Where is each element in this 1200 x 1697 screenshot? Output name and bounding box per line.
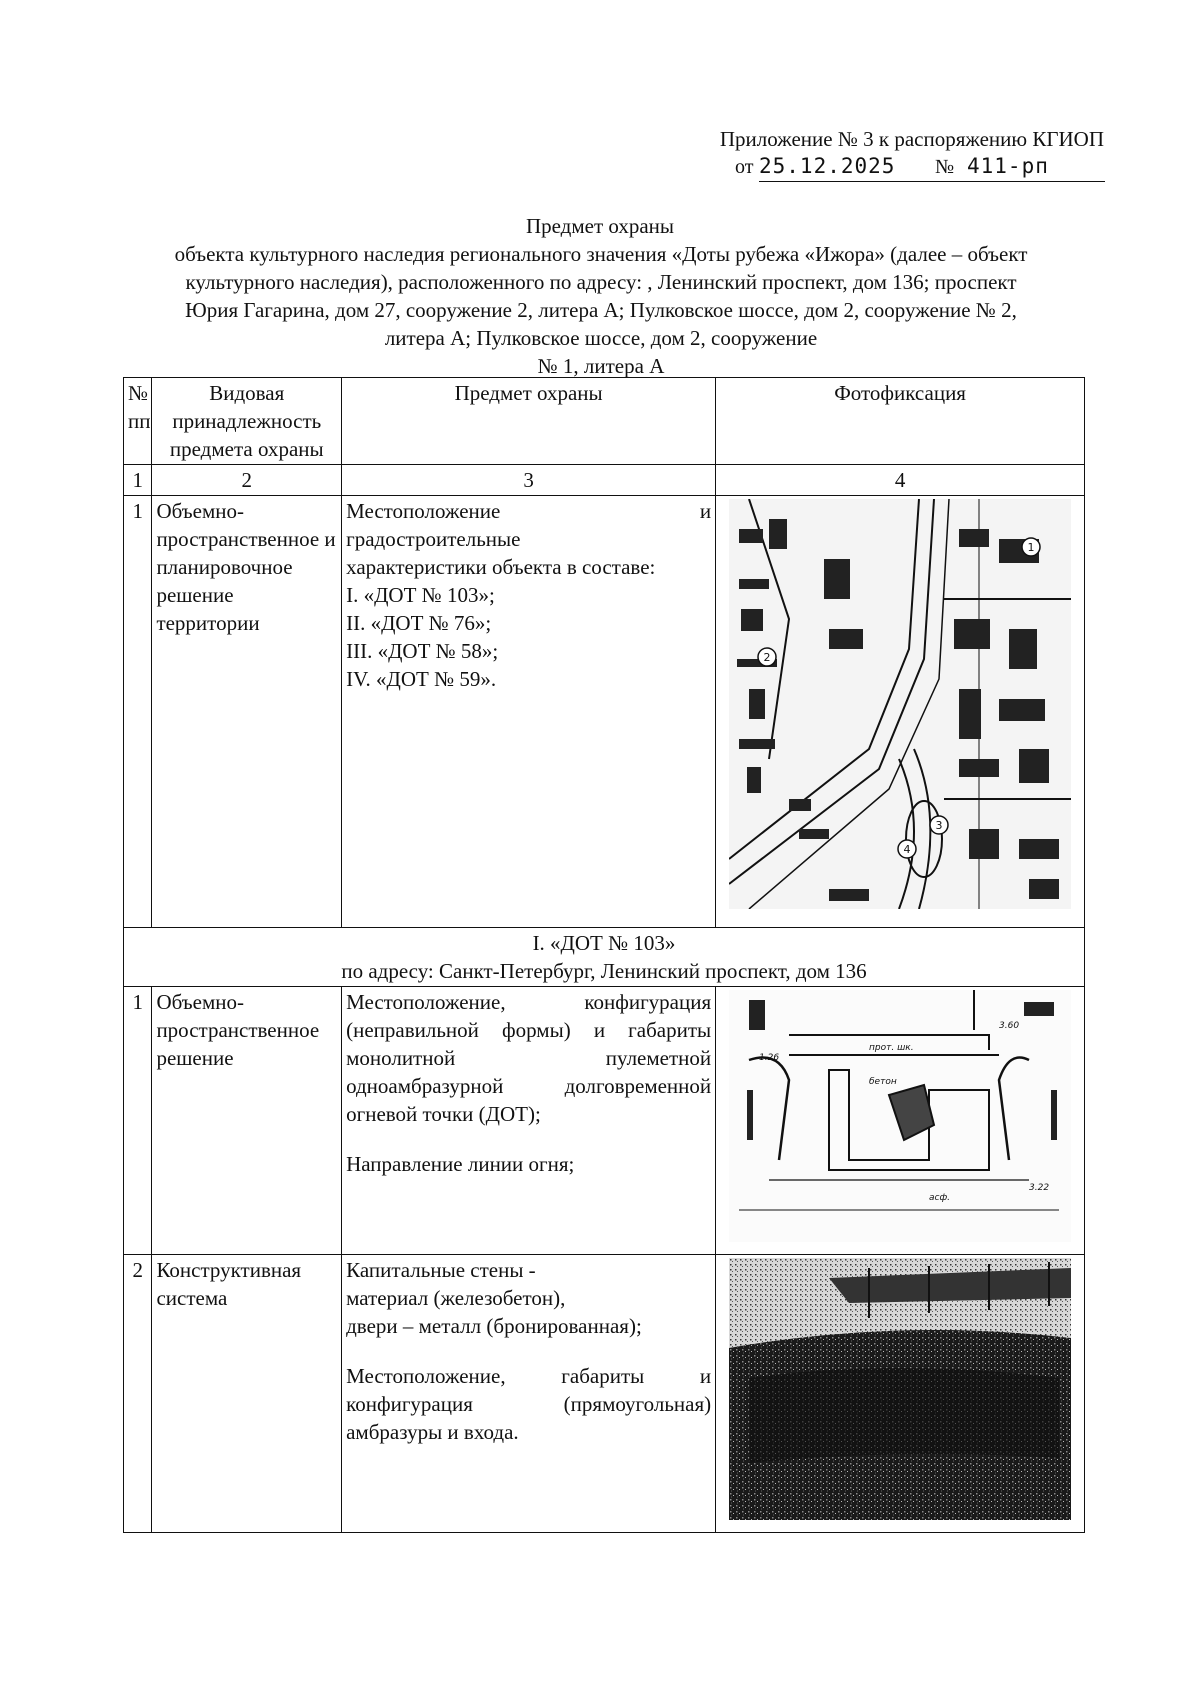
subject-line: Местоположение и (346, 499, 712, 523)
row-number: 1 (124, 987, 152, 1255)
order-prefix: от (735, 156, 754, 178)
appendix-title: Приложение № 3 к распоряжению КГИОП (719, 127, 1104, 151)
row-subject (342, 987, 716, 1255)
subject-line: градостроительные (346, 527, 521, 551)
subject-line: III. «ДОТ № 58»; (346, 639, 499, 663)
row-photo (716, 496, 1085, 928)
col-number: 1 (124, 465, 152, 496)
table-row (124, 987, 1085, 1255)
subject-line: Капитальные стены - (346, 1258, 536, 1282)
subject-line: характеристики объекта в составе: (346, 555, 656, 579)
order-number-label: № (935, 156, 955, 178)
subtitle-line: культурного наследия), расположенного по адресу: , Ленинский проспект, дом 136; проспект (185, 270, 1017, 294)
col-number: 4 (716, 465, 1085, 496)
order-reference (735, 152, 1105, 184)
plan-label: 3.60 (999, 1021, 1020, 1031)
subject-line: II. «ДОТ № 76»; (346, 611, 492, 635)
header-number: № пп (124, 378, 152, 465)
map-marker: 4 (903, 843, 911, 856)
order-date: 25.12.2025 (759, 154, 896, 178)
row-type: Объемно-пространственное и планировочное решение территории (152, 496, 342, 928)
subject-line: IV. «ДОТ № 59». (346, 667, 497, 691)
site-plan-map (729, 499, 1071, 909)
col-number: 3 (342, 465, 716, 496)
order-number: 411-рп (967, 154, 1049, 178)
header-subject: Предмет охраны (342, 378, 716, 465)
map-marker: 2 (763, 651, 771, 664)
document-subtitle (96, 240, 1106, 380)
row-type: Объемно-пространственное решение (152, 987, 342, 1255)
plan-label: 3.22 (1029, 1183, 1050, 1193)
row-number: 1 (124, 496, 152, 928)
subtitle-line: № 1, литера А (537, 354, 665, 378)
table-row (124, 496, 1085, 928)
row-subject (342, 1255, 716, 1533)
situation-plan (729, 990, 1071, 1242)
plan-label: 1.26 (759, 1053, 780, 1063)
section-heading (124, 928, 1085, 987)
column-number-row (124, 465, 1085, 496)
subject-text: Местоположение, конфигурация (неправильной формы) и габариты монолитной пулеметной одноамбразурной долговременной огневой точки (ДОТ); (346, 990, 712, 1126)
protection-table (123, 377, 1085, 1533)
document-title: Предмет охраны (525, 214, 675, 238)
plan-label: прот. шк. (869, 1043, 914, 1053)
bunker-photo (729, 1258, 1071, 1520)
table-header-row (124, 378, 1085, 465)
subtitle-line: Юрия Гагарина, дом 27, сооружение 2, литера А; Пулковское шоссе, дом 2, сооружение № 2, (185, 298, 1017, 322)
subject-line: I. «ДОТ № 103»; (346, 583, 495, 607)
row-photo (716, 987, 1085, 1255)
col-number: 2 (152, 465, 342, 496)
subject-line: двери – металл (бронированная); (346, 1314, 642, 1338)
header-photo: Фотофиксация (716, 378, 1085, 465)
subject-text: Местоположение, габариты и конфигурация (прямоугольная) амбразуры и входа. (346, 1364, 712, 1444)
row-number: 2 (124, 1255, 152, 1533)
subtitle-line: литера А; Пулковское шоссе, дом 2, сооружение (384, 326, 818, 350)
header-type: Видовая принадлежность предмета охраны (152, 378, 342, 465)
order-underline (759, 181, 1105, 182)
subject-line: материал (железобетон), (346, 1286, 566, 1310)
plan-label: асф. (929, 1193, 951, 1203)
row-subject (342, 496, 716, 928)
plan-label: бетон (869, 1077, 897, 1087)
subtitle-line: объекта культурного наследия регионального значения «Доты рубежа «Ижора» (далее – объект (174, 242, 1028, 266)
row-type: Конструктивная система (152, 1255, 342, 1533)
section-title: I. «ДОТ № 103» (532, 931, 676, 955)
map-marker: 3 (935, 819, 943, 832)
section-row (124, 928, 1085, 987)
table-row (124, 1255, 1085, 1533)
section-address: по адресу: Санкт-Петербург, Ленинский проспект, дом 136 (341, 959, 867, 983)
map-marker: 1 (1027, 541, 1035, 554)
row-photo (716, 1255, 1085, 1533)
subject-text: Направление линии огня; (346, 1152, 575, 1176)
